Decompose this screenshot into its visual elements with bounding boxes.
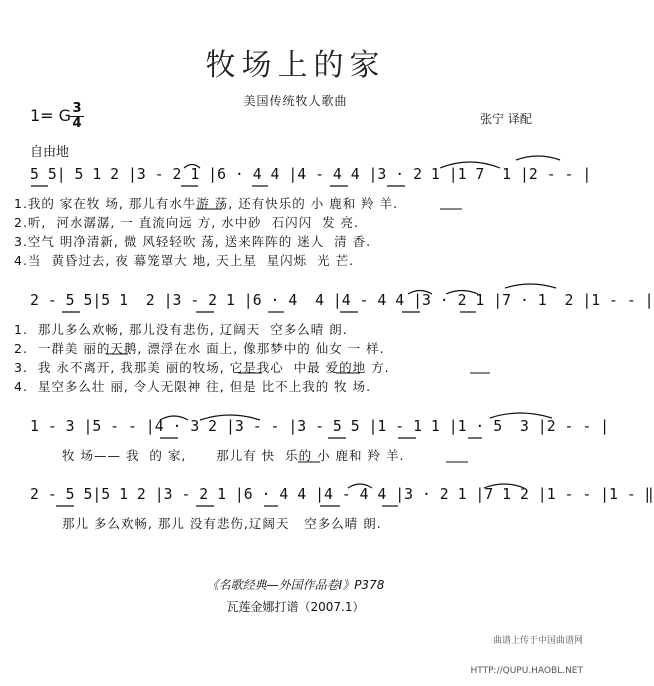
typist-credit: 瓦莲金娜打谱（2007.1）	[226, 600, 365, 614]
source-citation: 《名歌经典—外国作品卷Ⅰ》P378	[206, 578, 385, 592]
lyric-line-2-2: 2. 一群美 丽的天鹅, 漂浮在水 面上, 像那梦中的 仙女 一 样.	[14, 341, 385, 356]
lyric-line-2-4: 4. 星空多么壮 丽, 令人无限神 往, 但是 比不上我的 牧 场.	[14, 379, 372, 394]
tempo-marking: 自由地	[30, 145, 70, 160]
notation-line-3: 1 - 3 |5 - - |4 · 3 2 |3 - - |3 - 5 5 |1 - 1 1 |1 · 5 3 |2 - - |	[30, 418, 610, 435]
lyric-line-1-2: 2.听, 河水潺潺, 一 直流向远 方, 水中砂 石闪闪 发 亮.	[14, 215, 360, 230]
lyric-line-1-1: 1.我的 家在牧 场, 那儿有水牛游 荡, 还有快乐的 小 鹿和 羚 羊.	[14, 196, 399, 211]
key-signature: 1= G	[30, 106, 72, 125]
lyric-line-2-1: 1. 那儿多么欢畅, 那儿没有悲伤, 辽阔天 空多么晴 朗.	[14, 322, 348, 337]
site-watermark	[471, 616, 584, 686]
lyric-line-1-3: 3.空气 明净清新, 微 风轻轻吹 荡, 送来阵阵的 迷人 清 香.	[14, 234, 372, 249]
notation-line-4: 2 - 5 5|5 1 2 |3 - 2 1 |6 · 4 4 |4 - 4 4 |3 · 2 1 |7 1 2 |1 - - |1 - ‖	[30, 486, 654, 503]
time-signature-bottom: 4	[70, 116, 84, 130]
watermark-line-2: HTTP://QUPU.HAOBL.NET	[470, 666, 583, 676]
lyric-line-4-1: 那儿 多么欢畅, 那儿 没有悲伤,辽阔天 空多么晴 朗.	[62, 516, 382, 531]
page-title: 牧场上的家	[205, 48, 386, 83]
notation-line-2: 2 - 5 5|5 1 2 |3 - 2 1 |6 · 4 4 |4 - 4 4 |3 · 2 1 |7 · 1 2 |1 - - |	[30, 292, 654, 309]
arranger-credit: 张宁 译配	[480, 112, 532, 126]
slur-mark	[505, 284, 556, 288]
slur-mark	[516, 156, 560, 160]
lyric-line-1-4: 4.当 黄昏过去, 夜 幕笼罩大 地, 天上星 星闪烁 光 芒.	[14, 253, 355, 268]
lyric-line-3-1: 牧 场—— 我 的 家, 那儿有 快 乐的 小 鹿和 羚 羊.	[62, 448, 405, 463]
lyric-line-2-3: 3. 我 永不离开, 我那美 丽的牧场, 它是我心 中最 爱的地 方.	[14, 360, 390, 375]
time-signature-top: 3	[72, 101, 82, 116]
watermark-line-1: 曲谱上传于中国曲谱网	[492, 636, 583, 646]
notation-line-1: 5 5| 5 1 2 |3 - 2 1 |6 · 4 4 |4 - 4 4 |3 · 2 1 |1 7 1 |2 - - |	[30, 166, 592, 183]
song-subtitle: 美国传统牧人歌曲	[243, 94, 348, 108]
